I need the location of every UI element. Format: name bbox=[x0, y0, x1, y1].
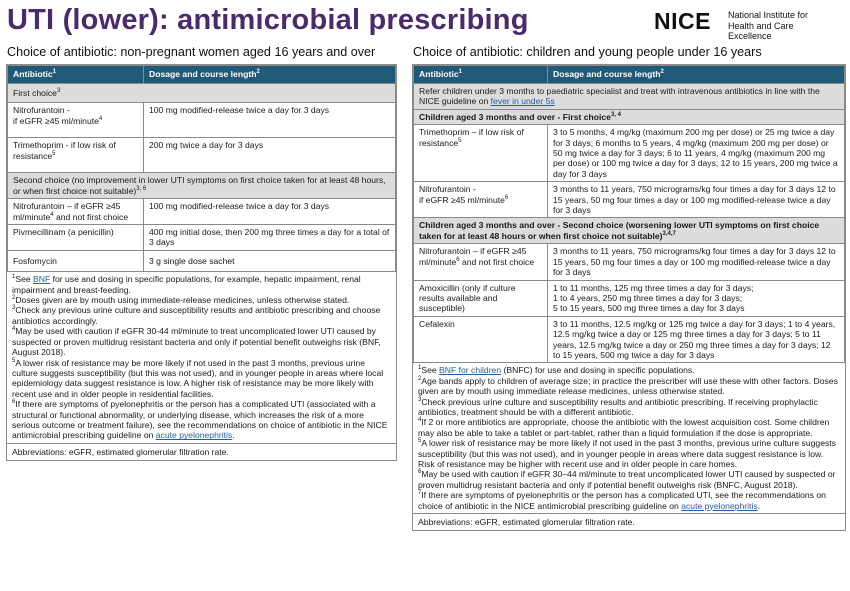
dosage-cell: 3 months to 11 years, 750 micrograms/kg four times a day for 3 days 12 to 15 years, 50 mg four times a day or 100 mg modified-release twice a day for 3 days bbox=[548, 182, 845, 218]
col-header-dosage: Dosage and course length$^2$ bbox=[548, 66, 845, 84]
right-abbreviations: Abbreviations: eGFR, estimated glomerular filtration rate. bbox=[418, 517, 635, 528]
section-row-first-choice: First choice$^3$ bbox=[8, 84, 396, 103]
section-row-first-choice: Children aged 3 months and over - First choice$^{3, 4}$ bbox=[414, 109, 845, 124]
bnf-link[interactable]: BNF bbox=[33, 274, 51, 285]
page-title: UTI (lower): antimicrobial prescribing bbox=[7, 4, 529, 36]
footnote: $^6$If there are symptoms of pyelonephritis or the person has a complicated UTI (associated with a structural or functional abnormality, or underlying disease, which increases the risk of a more serious outcome or treatment failure), see the recommendations on choice of antibiotic in the NICE antimicrobial prescribing guideline on acute pyelonephritis. bbox=[12, 399, 388, 441]
antibiotic-cell: Nitrofurantoin - if eGFR ≥45 ml/minute$^6$ bbox=[414, 182, 548, 218]
dosage-cell: 200 mg twice a day for 3 days bbox=[144, 138, 396, 173]
right-antibiotic-table bbox=[413, 65, 845, 363]
table-row bbox=[8, 225, 396, 251]
col-header-antibiotic: Antibiotic$^1$ bbox=[8, 66, 144, 84]
dosage-cell: 3 to 11 months, 12.5 mg/kg or 125 mg twice a day for 3 days; 1 to 4 years, 12.5 mg/kg twice a day or 125 mg three times a day for 3 days; 5 to 11 years, 12.5 mg/kg twice a day or 250 mg three times a day for 3 days; 12 to 15 years, 500 mg twice a day for 3 days bbox=[548, 316, 845, 363]
left-section-heading: Choice of antibiotic: non-pregnant women aged 16 years and over bbox=[7, 45, 376, 59]
dosage-cell: 3 to 5 months, 4 mg/kg (maximum 200 mg per dose) or 25 mg twice a day for 3 days; 6 months to 5 years, 4 mg/kg (maximum 200 mg per dose) or 50 mg twice a day for 3 days; 6 to 11 years, 4 mg/kg (maximum 200 mg per dose) or 100 mg twice a day for 3 days; 12 to 15 years, 200 mg twice a day for 3 days bbox=[548, 125, 845, 182]
right-footnotes bbox=[413, 363, 845, 514]
dosage-cell: 1 to 11 months, 125 mg three times a day for 3 days; 1 to 4 years, 250 mg three times a day for 3 days; 5 to 15 years, 500 mg three times a day for 3 days bbox=[548, 280, 845, 316]
left-abbreviations: Abbreviations: eGFR, estimated glomerular filtration rate. bbox=[12, 446, 229, 457]
footnote: $^2$Age bands apply to children of average size; in practice the prescriber will use these with other factors. Doses given are by mouth using immediate release medicines, unless otherwise stated. bbox=[418, 375, 838, 397]
dosage-cell: 400 mg initial dose, then 200 mg three times a day for a total of 3 days bbox=[144, 225, 396, 251]
antibiotic-cell: Pivmecillinam (a penicillin) bbox=[8, 225, 144, 251]
dosage-cell: 3 g single dose sachet bbox=[144, 250, 396, 271]
footnote: $^5$A lower risk of resistance may be more likely if not used in the past 3 months, previous urine culture suggests susceptibility (but this was not used), and in younger people in areas where data suggest resistance is low. Risk of resistance may be higher with recent use and in older people in care homes. bbox=[418, 438, 836, 469]
footnote: $^1$See BNF for use and dosing in specific populations, for example, hepatic impairment, renal impairment and breast-feeding. bbox=[12, 274, 361, 295]
dosage-cell: 100 mg modified-release twice a day for 3 days bbox=[144, 103, 396, 138]
acute-pyelonephritis-link[interactable]: acute pyelonephritis bbox=[155, 430, 233, 441]
antibiotic-cell: Trimethoprim - if low risk of resistance$^5$ bbox=[8, 138, 144, 173]
dosage-cell: 100 mg modified-release twice a day for 3 days bbox=[144, 199, 396, 225]
table-row bbox=[8, 199, 396, 225]
left-panel bbox=[6, 64, 397, 461]
footnote: $^1$See BNF for children (BNFC) for use and dosing in specific populations. bbox=[418, 365, 695, 376]
fever-under-5s-link[interactable]: fever in under 5s bbox=[490, 96, 555, 107]
antibiotic-cell: Nitrofurantoin - if eGFR ≥45 ml/minute$^4$ bbox=[8, 103, 144, 138]
footnote-marker: 1 bbox=[52, 69, 56, 76]
referral-row: Refer children under 3 months to paediatric specialist and treat with intravenous antibiotics in line with the NICE guideline on fever in under 5s bbox=[414, 84, 845, 110]
table-row bbox=[8, 250, 396, 271]
table-row bbox=[414, 125, 845, 182]
table-row bbox=[8, 103, 396, 138]
col-header-dosage: Dosage and course length$^2$ bbox=[144, 66, 396, 84]
dosage-cell: 3 months to 11 years, 750 micrograms/kg four times a day for 3 days 12 to 15 years, 50 mg four times a day or 100 mg modified-release twice a day for 3 days bbox=[548, 244, 845, 280]
nice-logo bbox=[654, 8, 844, 41]
footnote: $^4$May be used with caution if eGFR 30-44 ml/minute to treat uncomplicated lower UTI caused by suspected or proven multidrug resistant bacteria and only if potential benefit outweighs risk (BNF, August 2018). bbox=[12, 326, 381, 358]
antibiotic-cell: Nitrofurantoin – if eGFR ≥45 ml/minute$^4$ and not first choice bbox=[8, 199, 144, 225]
logo-line-2: Health and Care Excellence bbox=[728, 20, 794, 41]
bnf-for-children-link[interactable]: BNF for children bbox=[439, 365, 502, 376]
logo-subtitle bbox=[728, 10, 838, 42]
table-header-row bbox=[414, 66, 845, 84]
footnote: $^4$If 2 or more antibiotics are appropriate, choose the antibiotic with the lowest acquisition cost. Some children may also be able to take a tablet or part-tablet, rather than a liquid formulation if the dose is appropriate. bbox=[418, 417, 830, 438]
section-row-second-choice: Second choice (no improvement in lower UTI symptoms on first choice taken for at least 48 hours, or when first choice not suitable)$^{3, 6}$ bbox=[8, 173, 396, 199]
footnote: $^3$Check any previous urine culture and susceptibility results and antibiotic prescribing and choose antibiotics accordingly. bbox=[12, 305, 381, 326]
col-header-antibiotic: Antibiotic$^1$ bbox=[414, 66, 548, 84]
table-row bbox=[414, 182, 845, 218]
acute-pyelonephritis-link[interactable]: acute pyelonephritis bbox=[681, 500, 758, 511]
right-panel bbox=[412, 64, 846, 531]
logo-line-1: National Institute for bbox=[728, 10, 809, 20]
footnote: $^7$If there are symptoms of pyelonephritis or the person has a complicated UTI, see the recommendations on choice of antibiotic in the NICE antimicrobial prescribing guideline on acute pyelonephritis. bbox=[418, 490, 826, 511]
table-row bbox=[414, 316, 845, 363]
left-antibiotic-table bbox=[7, 65, 396, 272]
footnote: $^5$A lower risk of resistance may be more likely if not used in the past 3 months, previous urine culture suggests susceptibility (but this was not used), and in younger people in areas where local epidemiology data suggest resistance is low. A higher risk of resistance may be more likely with recent use and in older people in residential facilities. bbox=[12, 357, 384, 399]
section-row-second-choice: Children aged 3 months and over - Second choice (worsening lower UTI symptoms on first choice taken for at least 48 hours or when first choice not suitable)$^{3,4,7}$ bbox=[414, 218, 845, 244]
footnote-marker: 2 bbox=[256, 69, 260, 76]
antibiotic-cell: Cefalexin bbox=[414, 316, 548, 363]
table-row bbox=[8, 138, 396, 173]
table-row bbox=[414, 280, 845, 316]
footnote: $^6$May be used with caution if eGFR 30–44 ml/minute to treat uncomplicated lower UTI caused by suspected or proven multidrug resistant bacteria and only if potential benefit outweighs risk (BNFC, August 2018). bbox=[418, 469, 836, 490]
antibiotic-cell: Nitrofurantoin – if eGFR ≥45 ml/minute$^6$ and not first choice bbox=[414, 244, 548, 280]
antibiotic-cell: Amoxicillin (only if culture results available and susceptible) bbox=[414, 280, 548, 316]
footnote-marker: 1 bbox=[458, 69, 462, 76]
footnote-marker: 2 bbox=[660, 69, 664, 76]
left-footnotes bbox=[7, 272, 396, 444]
logo-wordmark: NICE bbox=[654, 8, 711, 34]
table-row bbox=[414, 244, 845, 280]
right-section-heading: Choice of antibiotic: children and young people under 16 years bbox=[413, 45, 762, 59]
footnote: $^2$Doses given are by mouth using immediate-release medicines, unless otherwise stated. bbox=[12, 295, 350, 306]
antibiotic-cell: Fosfomycin bbox=[8, 250, 144, 271]
table-header-row bbox=[8, 66, 396, 84]
footnote: $^3$Check previous urine culture and susceptibility results and antibiotic prescribing. If receiving prophylactic antibiotics, treatment should be with a different antibiotic. bbox=[418, 396, 818, 417]
antibiotic-cell: Trimethoprim – if low risk of resistance$^5$ bbox=[414, 125, 548, 182]
